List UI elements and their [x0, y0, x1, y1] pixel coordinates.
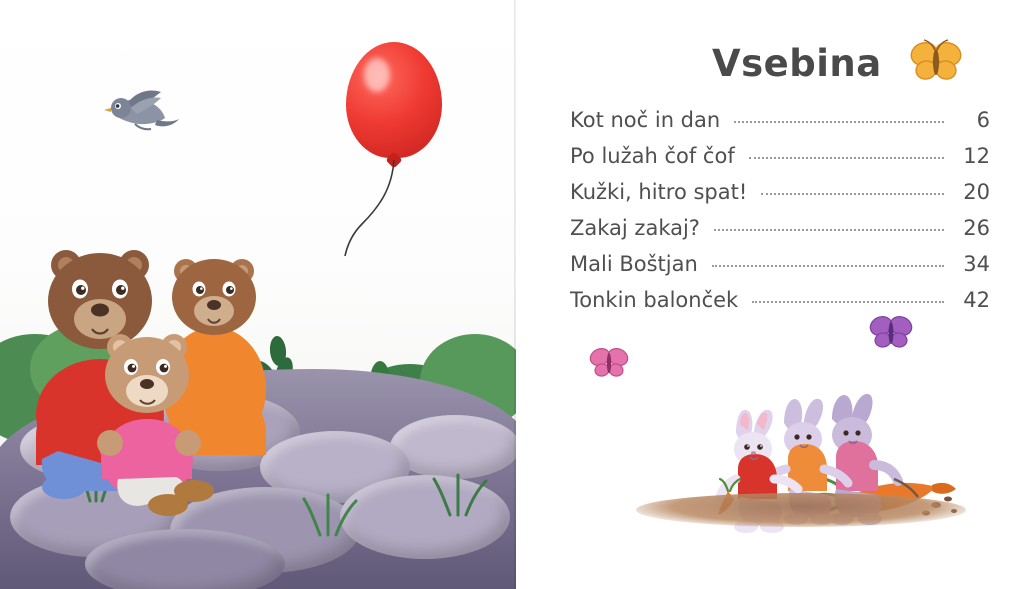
toc-entry[interactable] — [570, 180, 990, 216]
toc-entry[interactable] — [570, 252, 990, 288]
toc-leader-dots — [714, 229, 944, 231]
flying-pigeon-icon — [105, 78, 185, 138]
toc-entry-page: 26 — [963, 216, 990, 240]
red-balloon — [336, 42, 456, 262]
toc-leader-dots — [712, 265, 944, 267]
toc-leader-dots — [752, 301, 944, 303]
dirt-patch — [636, 493, 966, 527]
orange-butterfly-icon — [908, 38, 964, 86]
pink-butterfly-icon — [588, 344, 630, 382]
toc-entry-page: 42 — [963, 288, 990, 312]
page-title: Vsebina — [712, 42, 882, 85]
toc-entry-label: Zakaj zakaj? — [570, 216, 700, 240]
purple-butterfly-icon — [868, 312, 914, 354]
bear-family-illustration — [18, 179, 288, 479]
toc-entry-label: Kužki, hitro spat! — [570, 180, 748, 204]
toc-entry-page: 6 — [976, 108, 990, 132]
toc-entry[interactable] — [570, 288, 990, 324]
toc-entry-page: 34 — [963, 252, 990, 276]
toc-entry-label: Po lužah čof čof — [570, 144, 735, 168]
table-of-contents — [570, 108, 990, 324]
toc-entry-page: 20 — [963, 180, 990, 204]
grass-tuft — [290, 479, 380, 539]
bunnies-pulling-carrot-illustration — [636, 379, 966, 549]
toc-entry[interactable] — [570, 144, 990, 180]
toc-entry-label: Tonkin balonček — [570, 288, 739, 312]
grass-tuft — [420, 459, 510, 519]
toc-entry-page: 12 — [963, 144, 990, 168]
toc-leader-dots — [734, 121, 944, 123]
toc-leader-dots — [761, 193, 944, 195]
balloon-string — [336, 160, 456, 265]
balloon-body — [346, 42, 442, 158]
toc-entry[interactable] — [570, 216, 990, 252]
toc-entry-label: Mali Boštjan — [570, 252, 698, 276]
toc-leader-dots — [749, 157, 944, 159]
balloon-highlight — [364, 58, 390, 92]
toc-entry[interactable] — [570, 108, 990, 144]
right-page-contents — [516, 0, 1024, 589]
toc-entry-label: Kot noč in dan — [570, 108, 721, 132]
